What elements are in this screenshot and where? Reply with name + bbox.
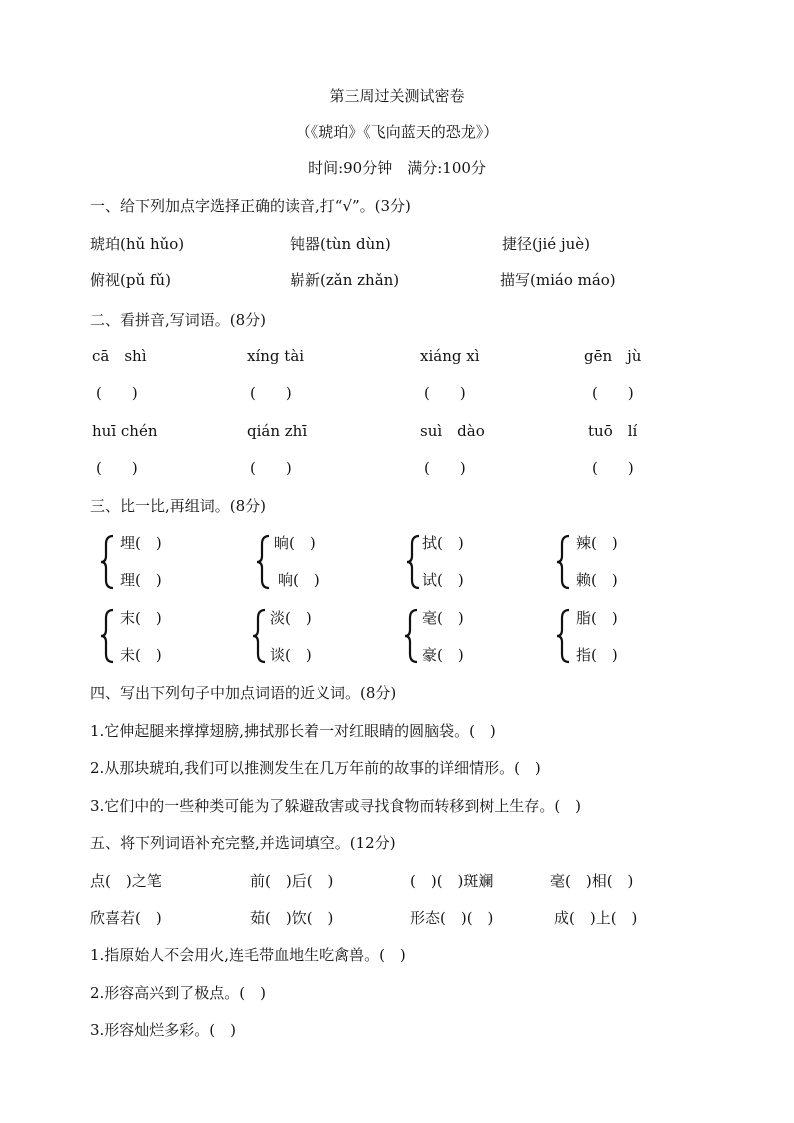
answer-blank: ( ) — [250, 384, 292, 402]
idiom-blank: 成( )上( ) — [554, 909, 638, 927]
answer-blank: ( ) — [96, 384, 138, 402]
compare-word: 淡( ) — [270, 609, 312, 627]
answer-blank: ( ) — [96, 459, 138, 477]
section1-item: 俯视(pǔ fǔ) — [90, 271, 171, 289]
compare-word: 晌( ) — [274, 534, 316, 552]
pinyin-label: cā shì — [92, 347, 147, 365]
compare-word: 毫( ) — [422, 609, 464, 627]
page-subtitle: （《琥珀》《飞向蓝天的恐龙》） — [295, 123, 499, 141]
brace-icon — [404, 608, 418, 664]
idiom-blank: ( )( )斑斓 — [410, 872, 494, 890]
compare-word: 未( ) — [120, 646, 162, 664]
section1-item: 钝器(tùn dùn) — [290, 235, 391, 253]
brace-icon — [252, 608, 266, 664]
idiom-blank: 欣喜若( ) — [90, 909, 162, 927]
idiom-blank: 点( )之笔 — [90, 872, 162, 890]
pinyin-label: xíng tài — [247, 347, 305, 365]
brace-icon — [556, 534, 570, 590]
brace-icon — [556, 608, 570, 664]
answer-blank: ( ) — [592, 459, 634, 477]
compare-word: 埋( ) — [120, 534, 162, 552]
compare-word: 谈( ) — [270, 646, 312, 664]
pinyin-label: xiáng xì — [420, 347, 480, 365]
pinyin-label: suì dào — [420, 422, 485, 440]
answer-blank: ( ) — [250, 459, 292, 477]
compare-word: 指( ) — [576, 646, 618, 664]
idiom-blank: 茹( )饮( ) — [250, 909, 334, 927]
section2-heading: 二、看拼音,写词语。(8分) — [90, 311, 267, 329]
section1-item: 琥珀(hǔ hǔo) — [90, 235, 185, 253]
pinyin-label: gēn jù — [584, 347, 642, 365]
synonym-question: 1.它伸起腿来撑撑翅膀,拂拭那长着一对红眼睛的圆脑袋。( ) — [90, 722, 496, 740]
answer-blank: ( ) — [424, 384, 466, 402]
pinyin-label: qián zhī — [247, 422, 308, 440]
fill-question: 1.指原始人不会用火,连毛带血地生吃禽兽。( ) — [90, 946, 406, 964]
time-info: 时间:90分钟 满分:100分 — [308, 159, 486, 177]
brace-icon — [100, 534, 114, 590]
fill-question: 3.形容灿烂多彩。( ) — [90, 1021, 237, 1039]
section1-item: 描写(miáo máo) — [500, 271, 616, 289]
section1-item: 崭新(zǎn zhǎn) — [290, 271, 400, 289]
compare-word: 响( ) — [278, 571, 320, 589]
compare-word: 理( ) — [120, 571, 162, 589]
compare-word: 豪( ) — [422, 646, 464, 664]
answer-blank: ( ) — [592, 384, 634, 402]
compare-word: 拭( ) — [422, 534, 464, 552]
compare-word: 辣( ) — [576, 534, 618, 552]
page-title: 第三周过关测试密卷 — [329, 87, 465, 105]
compare-word: 脂( ) — [576, 609, 618, 627]
section3-heading: 三、比一比,再组词。(8分) — [90, 497, 267, 515]
compare-word: 试( ) — [422, 571, 464, 589]
brace-icon — [256, 534, 270, 590]
synonym-question: 2.从那块琥珀,我们可以推测发生在几万年前的故事的详细情形。( ) — [90, 759, 541, 777]
section5-heading: 五、将下列词语补充完整,并选词填空。(12分) — [90, 834, 396, 852]
brace-icon — [406, 534, 420, 590]
brace-icon — [100, 608, 114, 664]
fill-question: 2.形容高兴到了极点。( ) — [90, 984, 267, 1002]
idiom-blank: 形态( )( ) — [410, 909, 494, 927]
section1-item: 捷径(jié juè) — [502, 235, 590, 253]
pinyin-label: tuō lí — [588, 422, 638, 440]
section1-heading: 一、给下列加点字选择正确的读音,打“√”。(3分) — [90, 197, 411, 215]
section4-heading: 四、写出下列句子中加点词语的近义词。(8分) — [90, 684, 397, 702]
synonym-question: 3.它们中的一些种类可能为了躲避敌害或寻找食物而转移到树上生存。( ) — [90, 797, 582, 815]
pinyin-label: huī chén — [92, 422, 158, 440]
compare-word: 末( ) — [120, 609, 162, 627]
idiom-blank: 前( )后( ) — [250, 872, 334, 890]
compare-word: 赖( ) — [576, 571, 618, 589]
idiom-blank: 毫( )相( ) — [550, 872, 634, 890]
answer-blank: ( ) — [424, 459, 466, 477]
